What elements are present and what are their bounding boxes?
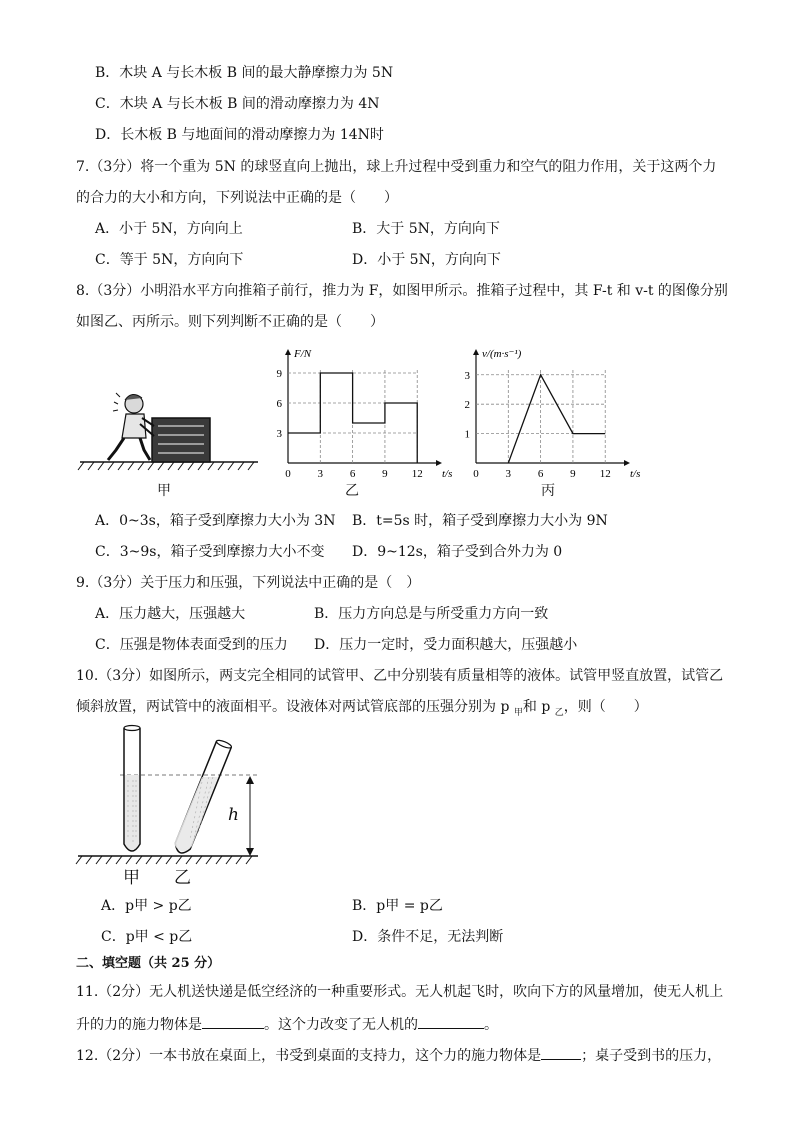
figure-label-h: h [228, 805, 239, 825]
y-tick-label: 9 [276, 368, 282, 380]
tube-label-yi: 乙 [174, 868, 191, 888]
x-axis-arrow [624, 460, 630, 466]
q10-sub-jia: 甲 [513, 707, 523, 718]
q7-stem-line2: 的合力的大小和方向，下列说法中正确的是（ ） [76, 190, 398, 206]
q8-option-c: C．3~9s，箱子受到摩擦力大小不变 [95, 544, 325, 560]
y-tick-label: 6 [276, 398, 282, 410]
x-tick-label: 9 [570, 468, 576, 480]
q9-option-c: C．压强是物体表面受到的压力 [95, 637, 288, 653]
q8-option-b: B．t=5s 时，箱子受到摩擦力大小为 9N [352, 513, 608, 529]
x-axis-label: t/s [630, 468, 641, 480]
q8-stem-line1: 8.（3分）小明沿水平方向推箱子前行，推力为 F，如图甲所示。推箱子过程中，其 F-t 和 v-t 的图像分别 [76, 283, 728, 299]
y-axis-arrow [473, 349, 479, 355]
x-tick-label: 6 [537, 468, 544, 480]
q10-stem-line1: 10.（3分）如图所示，两支完全相同的试管甲、乙中分别装有质量相等的液体。试管甲竖直放置，试管乙 [76, 668, 724, 684]
y-tick-label: 1 [464, 428, 470, 441]
x-axis-arrow [436, 460, 442, 466]
q11-text-c: 。 [484, 1017, 498, 1033]
q10-option-d: D．条件不足，无法判断 [352, 929, 504, 945]
y-tick-label: 3 [276, 428, 282, 440]
q10-stem-text-c: ，则（ ） [563, 699, 648, 715]
figure-label-yi: 乙 [345, 483, 359, 499]
q10-stem-text-a: 倾斜放置，两试管中的液面相平。设液体对两试管底部的压强分别为 p [76, 699, 514, 715]
x-tick-label: 9 [382, 468, 388, 480]
x-tick-label: 12 [411, 468, 423, 480]
q7-option-d: D．小于 5N，方向向下 [352, 252, 501, 268]
q10-option-b: B．p甲 = p乙 [352, 898, 443, 914]
q8-option-d: D．9~12s，箱子受到合外力为 0 [352, 544, 563, 560]
x-tick-label: 6 [349, 468, 356, 480]
q6-option-d: D．长木板 B 与地面间的滑动摩擦力为 14N时 [95, 127, 384, 143]
q12-stem-line1 [76, 1045, 721, 1065]
x-axis-label: t/s [442, 468, 453, 480]
q7-option-a: A．小于 5N，方向向上 [95, 221, 243, 237]
series-line [508, 375, 605, 463]
q9-option-a: A．压力越大，压强越大 [95, 606, 246, 622]
q10-option-c: C．p甲 < p乙 [101, 929, 193, 945]
q10-option-a: A．p甲 > p乙 [101, 898, 192, 914]
chart-f-t [270, 345, 453, 480]
q8-stem-line2: 如图乙、丙所示。则下列判断不正确的是（ ） [76, 314, 384, 330]
q11-answer-blank-2[interactable] [418, 1014, 484, 1029]
q9-stem: 9.（3分）关于压力和压强，下列说法中正确的是（ ） [76, 575, 421, 591]
y-tick-label: 2 [464, 399, 470, 412]
x-tick-label: 0 [285, 468, 291, 480]
q11-stem-line2 [76, 1014, 498, 1034]
y-axis-label: v/(m·s⁻¹) [482, 348, 522, 360]
figure-label-bing: 丙 [541, 483, 555, 499]
q11-stem-line1: 11.（2分）无人机送快递是低空经济的一种重要形式。无人机起飞时，吹向下方的风量增加，使无人机上 [76, 984, 724, 1000]
figure-test-tubes [70, 718, 270, 868]
y-axis-arrow [285, 349, 291, 355]
x-tick-label: 3 [317, 468, 324, 480]
q12-text-a: 12.（2分）一本书放在桌面上，书受到桌面的支持力，这个力的施力物体是 [76, 1048, 542, 1064]
q12-text-b: ；桌子受到书的压力， [581, 1048, 722, 1064]
q9-option-b: B．压力方向总是与所受重力方向一致 [314, 606, 549, 622]
q9-option-d: D．压力一定时，受力面积越大，压强越小 [314, 637, 578, 653]
x-tick-label: 3 [505, 468, 512, 480]
y-tick-label: 3 [464, 369, 470, 382]
figure-label-jia: 甲 [157, 483, 171, 499]
q12-answer-blank-1[interactable] [541, 1045, 581, 1060]
q11-text-b: 。这个力改变了无人机的 [264, 1017, 418, 1033]
q7-option-b: B．大于 5N，方向向下 [352, 221, 500, 237]
q6-option-b: B．木块 A 与长木板 B 间的最大静摩擦力为 5N [95, 65, 394, 81]
chart-v-t [458, 345, 641, 480]
x-tick-label: 0 [473, 468, 479, 480]
y-axis-label: F/N [294, 348, 312, 360]
q6-option-c: C．木块 A 与长木板 B 间的滑动摩擦力为 4N [95, 96, 380, 112]
section-heading: 二、填空题（共 25 分） [76, 956, 221, 971]
q11-answer-blank-1[interactable] [202, 1014, 264, 1029]
q10-stem-text-b: 和 p [522, 699, 555, 715]
q11-text-a: 升的力的施力物体是 [76, 1017, 202, 1033]
tube-label-jia: 甲 [123, 868, 140, 888]
q10-sub-yi: 乙 [554, 707, 564, 718]
x-tick-label: 12 [599, 468, 611, 480]
series-line [288, 373, 417, 463]
q8-option-a: A．0~3s，箱子受到摩擦力大小为 3N [95, 513, 336, 529]
q7-option-c: C．等于 5N，方向向下 [95, 252, 244, 268]
q7-stem-line1: 7.（3分）将一个重为 5N 的球竖直向上抛出，球上升过程中受到重力和空气的阻力作用，关于这两个力 [76, 159, 717, 175]
